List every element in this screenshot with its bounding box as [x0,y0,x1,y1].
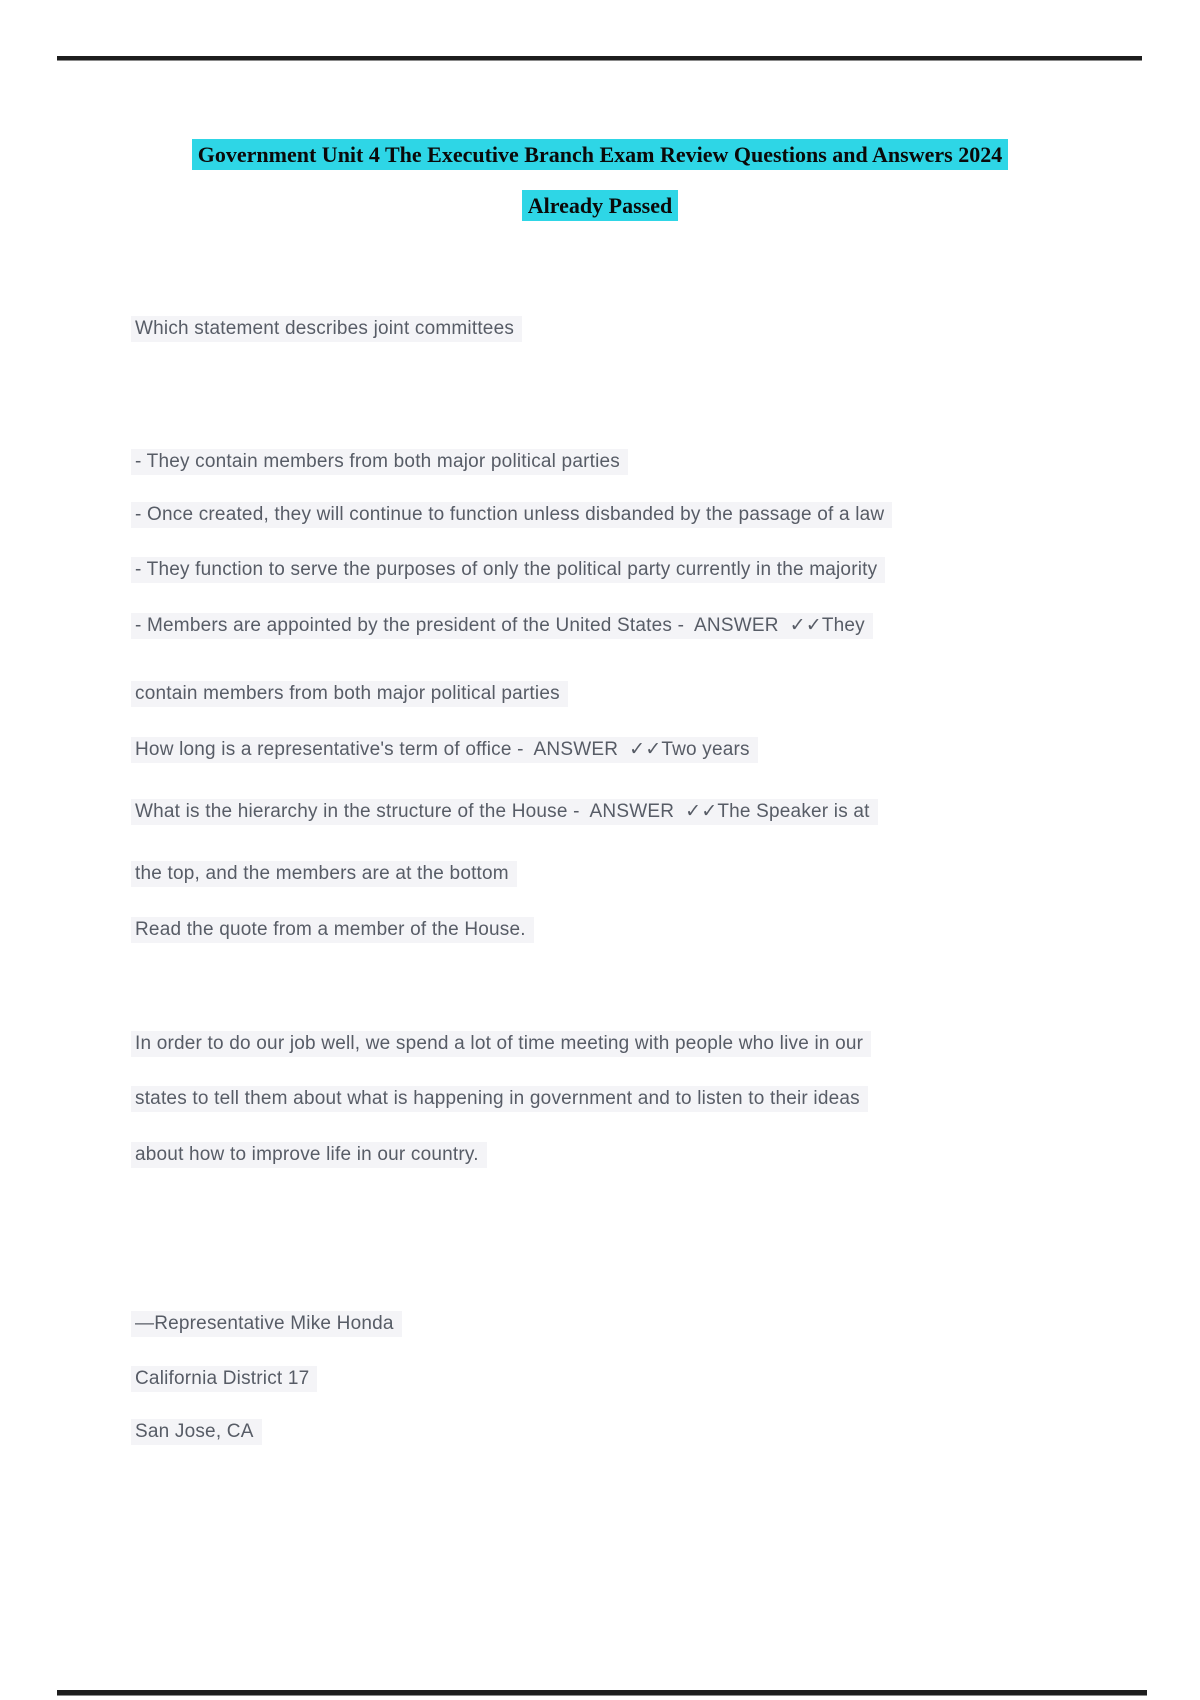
text-line [135,1365,317,1392]
text-line [135,1085,868,1112]
top-horizontal-rule [57,56,1142,60]
bottom-horizontal-rule [57,1690,1147,1695]
text-line [135,860,517,887]
text-line [135,448,628,475]
text-line [135,680,568,707]
text-line-content: - They contain members from both major political parties [131,449,628,475]
text-line-content: —Representative Mike Honda [131,1311,402,1337]
text-line-content: California District 17 [131,1366,317,1392]
text-line-content: In order to do our job well, we spend a lot of time meeting with people who live in our [131,1031,871,1057]
text-line-content: - Once created, they will continue to function unless disbanded by the passage of a law [131,502,892,528]
text-line [135,556,885,583]
text-line-content: about how to improve life in our country. [131,1142,487,1168]
text-line [135,736,758,763]
title-line-2: Already Passed [522,190,678,221]
text-line-content: Read the quote from a member of the House. [131,917,534,943]
document-title [0,138,1200,240]
text-line [135,798,878,825]
title-line-1-wrap [0,138,1200,172]
text-line [135,916,534,943]
text-line-content: the top, and the members are at the bottom [131,861,517,887]
text-line [135,501,892,528]
text-line-content: What is the hierarchy in the structure of the House - ANSWER ✓✓The Speaker is at [131,799,878,825]
text-line [135,1418,262,1445]
text-line-content: - They function to serve the purposes of only the political party currently in the majority [131,557,885,583]
text-line [135,612,873,639]
text-line [135,1141,487,1168]
text-line [135,1030,871,1057]
text-line-content: San Jose, CA [131,1419,262,1445]
title-line-2-wrap [0,189,1200,223]
text-line-content: How long is a representative's term of office - ANSWER ✓✓Two years [131,737,758,763]
text-line-content: Which statement describes joint committees [131,316,522,342]
text-line [135,1310,402,1337]
text-line-content: states to tell them about what is happening in government and to listen to their ideas [131,1086,868,1112]
title-line-1: Government Unit 4 The Executive Branch Exam Review Questions and Answers 2024 [192,139,1008,170]
text-line-content: contain members from both major political parties [131,681,568,707]
text-line [135,315,522,342]
text-line-content: - Members are appointed by the president of the United States - ANSWER ✓✓They [131,613,873,639]
